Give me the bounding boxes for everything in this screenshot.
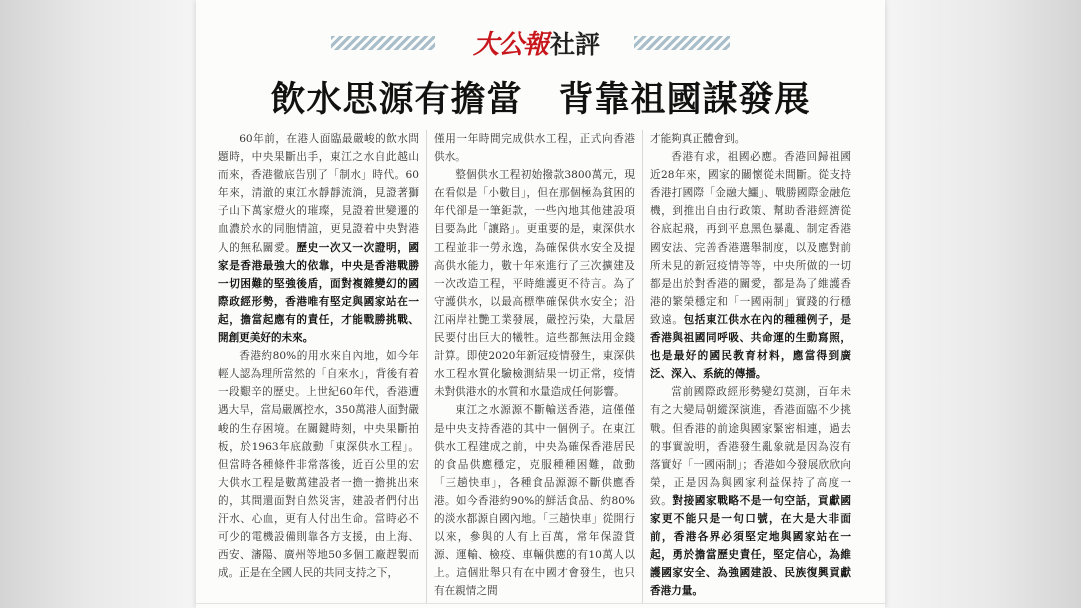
paragraph	[218, 347, 419, 582]
article-column-3	[650, 130, 851, 604]
emphasis-text: 歷史一次又一次證明，國家是香港最強大的依靠，中央是香港戰勝一切困難的堅強後盾，面對複雜變幻的國際政經形勢，香港唯有堅定與國家站在一起，擔當起應有的責任，才能戰勝挑戰、開創更美好的未來。	[218, 241, 419, 345]
newspaper-page	[196, 0, 885, 608]
column-divider	[426, 130, 427, 604]
decorative-stripes-left	[331, 36, 435, 50]
paragraph-text: 當前國際政經形勢變幻莫測，百年未有之大變局朝縱深演進，香港面臨不少挑戰。但香港的前途與國家緊密相連，過去的事實說明，香港發生亂象就是因為沒有落實好「一國兩制」；香港如今發展欣欣向榮，正是因為與國家利益保持了高度一致。	[650, 386, 851, 507]
paragraph	[434, 130, 635, 166]
paragraph-text: 才能夠真正體會到。	[650, 133, 746, 145]
paragraph-text: 整個供水工程初始撥款3800萬元，現在看似是「小數目」，但在那個極為貧困的年代卻是一筆鉅款，一些內地其他建設項目要為此「讓路」。更重要的是，東深供水工程並非一勞永逸，為確保供水安全及提高供水能力，數十年來進行了三次擴建及一次改造工程，平時維護更不待言。為了守護供水，以最高標準確保供水安全；沿江兩岸社艷工業發展，嚴控污染，大量居民要付出巨大的犧牲。這些都無法用金錢計算。即使2020年新冠疫情發生，東深供水工程水質化驗檢測結果一切正常，疫情未對供港水的水質和水量造成任何影響。	[434, 169, 635, 399]
paragraph	[434, 166, 635, 401]
article-column-1	[218, 130, 419, 604]
emphasis-text: 包括東江供水在內的種種例子，是香港與祖國同呼吸、共命運的生動寫照，也是最好的國民教育材料，應當得到廣泛、深入、系統的傳播。	[650, 313, 851, 381]
article-column-2	[434, 130, 635, 604]
emphasis-text: 對接國家戰略不是一句空話，貢獻國家更不能只是一句口號，在大是大非面前，香港各界必須堅定地與國家站在一起，勇於擔當歷史責任，堅定信心，為維護國家安全、為強國建設、民族復興貢獻香港力量。	[650, 494, 851, 598]
paragraph-text: 東江之水源源不斷輸送香港，這僅僅是中央支持香港的其中一個例子。在東江供水工程建成之前，中央為確保香港居民的食品供應穩定，克服種種困難，啟動「三趟快車」，各種食品源源不斷供應香港。如今香港約90%的鮮活食品、約80%的淡水都源自國內地。「三趟快車」從開行以來，參與的人有上百萬，常年保證貨源、運輸、檢疫、車輛供應的有10萬人以上。這個壯舉只有在中國才會發生，也只有在親情之間	[434, 404, 635, 598]
paragraph-text: 60年前，在港人面臨最嚴峻的飲水問題時，中央果斷出手，東江之水自此越山而來，香港徹底告別了「制水」時代。60年來，清澈的東江水靜靜流淌，見證著獅子山下萬家燈火的璀璨，見證着世變遷的血濃於水的同胞情誼，更見證着中央對港人的無私關愛。	[218, 133, 419, 254]
paragraph-text: 香港約80%的用水來自內地，如今年輕人認為理所當然的「自來水」，背後有着一段艱辛的歷史。上世紀60年代，香港遭遇大旱，當局嚴厲控水，350萬港人面對嚴峻的生存困境。在關鍵時刻，中央果斷拍板，於1963年底啟動「東深供水工程」。但當時各種條件非常落後，近百公里的宏大供水工程是數萬建設者一擔一擔挑出來的，其間還面對自然災害，建設者們付出汗水、心血，更有人付出生命。當時必不可少的電機設備則靠各方支援，由上海、西安、瀋陽、廣州等地50多個工廠趕製而成。正是在全國人民的共同支持之下，	[218, 350, 419, 580]
paragraph-text: 僅用一年時間完成供水工程，正式向香港供水。	[434, 133, 635, 164]
editorial-masthead	[196, 14, 885, 66]
decorative-stripes-right	[634, 36, 730, 50]
paragraph	[650, 130, 851, 148]
masthead-brand	[444, 24, 629, 58]
paragraph	[434, 401, 635, 600]
paragraph-text: 香港有求，祖國必應。香港回歸祖國近28年來，國家的關懷從未間斷。從支持香港打國際「金融大鱷」、戰勝國際金融危機，到推出自由行政策、幫助香港經濟從谷底起飛，再到平息黑色暴亂、制定香港國安法、完善香港選舉制度，以及應對前所未見的新冠疫情等等，中央所做的一切都是出於對香港的關愛，都是為了維護香港的繁榮穩定和「一國兩制」實踐的行穩致遠。	[650, 151, 851, 326]
paragraph	[218, 130, 419, 347]
column-divider	[642, 130, 643, 604]
section-name: 社評	[550, 29, 601, 59]
page-bottom-rule	[196, 603, 885, 604]
paragraph	[650, 383, 851, 600]
paragraph	[650, 148, 851, 383]
headline: 飲水思源有擔當 背靠祖國謀發展	[270, 80, 811, 120]
article-body	[218, 130, 858, 604]
paper-name-logo: 大公報	[472, 30, 548, 60]
